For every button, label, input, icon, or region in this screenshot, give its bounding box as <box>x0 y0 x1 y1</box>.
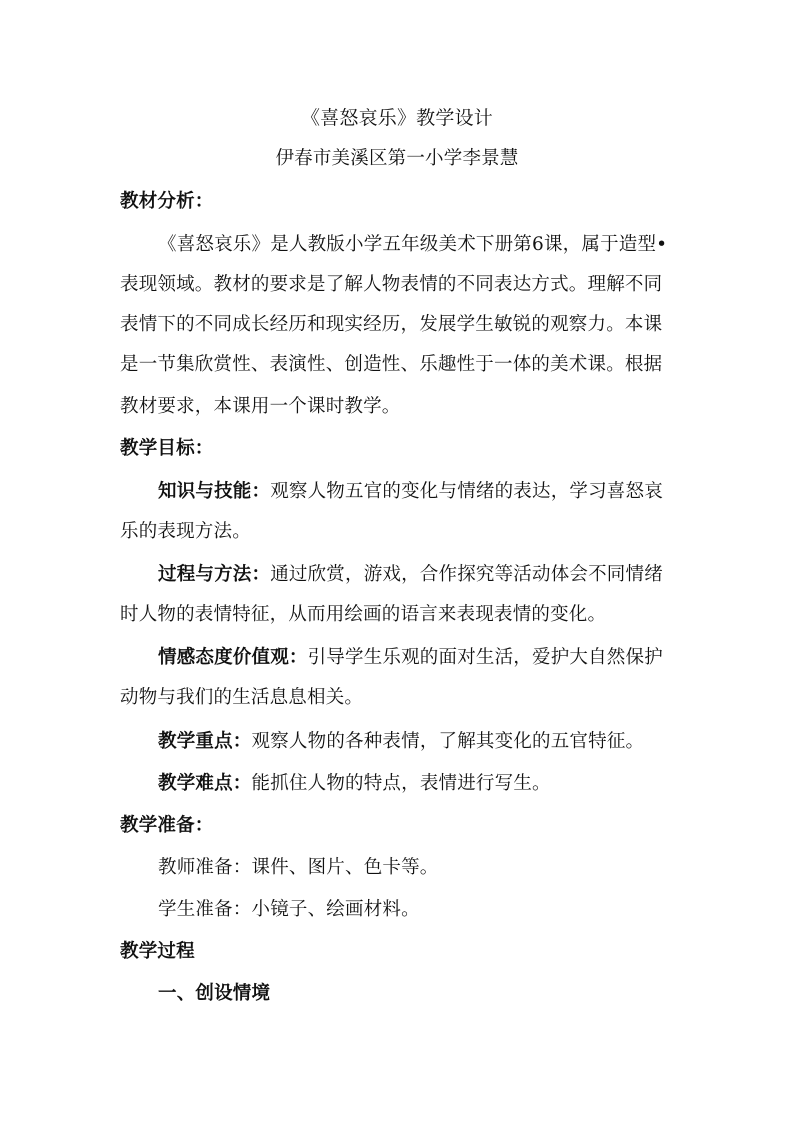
analysis-line: 教材要求，本课用一个课时教学。 <box>120 396 401 417</box>
goals-heading: 教学目标： <box>120 438 214 459</box>
emotion-line <box>158 646 663 670</box>
document-title: 《喜怒哀乐》教学设计 <box>300 107 493 129</box>
key-point-label: 教学重点： <box>158 731 252 752</box>
emotion-label: 情感态度价值观： <box>158 647 308 668</box>
key-point-line <box>158 730 644 754</box>
analysis-line: 表情下的不同成长经历和现实经历，发展学生敏锐的观察力。本课 <box>120 314 663 335</box>
key-point-text: 观察人物的各种表情，了解其变化的五官特征。 <box>251 731 645 752</box>
knowledge-text: 观察人物五官的变化与情绪的表达，学习喜怒哀 <box>270 481 663 502</box>
emotion-line-2: 动物与我们的生活息息相关。 <box>120 687 364 708</box>
analysis-line: 表现领域。教材的要求是了解人物表情的不同表达方式。理解不同 <box>120 274 663 295</box>
emotion-text: 引导学生乐观的面对生活，爱护大自然保护 <box>307 647 663 668</box>
process-method-text: 通过欣赏，游戏，合作探究等活动体会不同情绪 <box>270 564 663 585</box>
document-author: 伊春市美溪区第一小学李景慧 <box>275 148 519 169</box>
analysis-heading: 教材分析： <box>120 191 214 212</box>
difficulty-label: 教学难点： <box>158 773 252 794</box>
process-method-label: 过程与方法： <box>158 564 271 585</box>
student-preparation: 学生准备：小镜子、绘画材料。 <box>158 899 420 920</box>
knowledge-line-2: 乐的表现方法。 <box>120 521 251 542</box>
analysis-line: 是一节集欣赏性、表演性、创造性、乐趣性于一体的美术课。根据 <box>120 354 663 375</box>
process-method-line <box>158 563 663 587</box>
process-step-1: 一、创设情境 <box>158 983 271 1004</box>
knowledge-line <box>158 480 663 504</box>
difficulty-text: 能抓住人物的特点，表情进行写生。 <box>251 773 551 794</box>
analysis-line: 《喜怒哀乐》是人教版小学五年级美术下册第6课，属于造型• <box>158 234 668 255</box>
difficulty-line <box>158 772 551 796</box>
knowledge-label: 知识与技能： <box>158 481 271 502</box>
process-heading: 教学过程 <box>120 941 195 962</box>
teacher-preparation: 教师准备：课件、图片、色卡等。 <box>158 857 439 878</box>
process-method-line-2: 时人物的表情特征，从而用绘画的语言来表现表情的变化。 <box>120 604 607 625</box>
preparation-heading: 教学准备： <box>120 815 214 836</box>
